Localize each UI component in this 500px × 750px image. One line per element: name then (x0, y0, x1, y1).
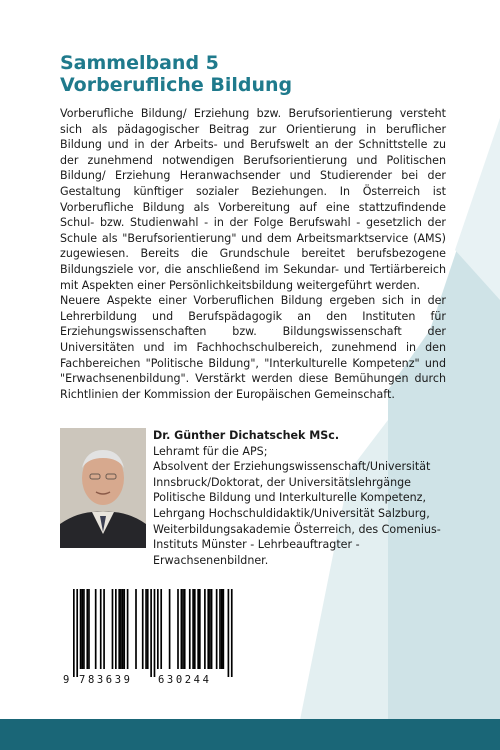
barcode-bar (216, 589, 218, 669)
barcode-bar (231, 589, 233, 677)
author-bio-line: Lehramt für die APS; (153, 444, 268, 458)
description (60, 106, 446, 402)
bottom-color-bar (0, 719, 500, 750)
barcode-bar (228, 589, 230, 677)
barcode-bar (177, 589, 179, 669)
barcode-bar (197, 589, 199, 669)
barcode-digits: 783639 (79, 674, 133, 686)
barcode-bar (145, 589, 147, 669)
barcode-bar (154, 589, 156, 677)
author-photo (60, 428, 146, 548)
barcode-bar (103, 589, 105, 669)
book-title-line-1: Sammelband 5 (60, 52, 219, 74)
barcode-bar (118, 589, 120, 669)
barcode-bar (83, 589, 85, 669)
barcode-bar (88, 589, 90, 669)
description-paragraph-1: Vorberufliche Bildung/ Erziehung bzw. Berufsorientierung versteht sich als pädagogischer Beitrag zur Orientierung in beruflicher Bildung und in der Arbeits- und Berufswelt an der Schnittstelle zu der zunehmend notwendigen Berufsorientierung und Politischen Bildung/ Erziehung Heranwachsender und Studierender bei der Gestaltung künftiger sozialer Beziehungen. In Österreich ist Vorberufliche Bildung als Vorbereitung auf eine stattzufindende Schul- bzw. Studienwahl - in der Folge Berufswahl - gesetzlich der Schule als "Berufsorientierung" und dem Arbeitsmarktservice (AMS) zugewiesen. Bereits die Grundschule bereitet berufsbezogene Bildungsziele vor, die anschließend im Sekundar- und Tertiärbereich mit Aspekten einer Persönlichkeitsbildung weitergeführt werden. (60, 107, 446, 292)
barcode-bar (73, 589, 75, 677)
barcode-bar (211, 589, 213, 669)
barcode-bar (122, 589, 124, 669)
barcode-bar (199, 589, 201, 669)
barcode-bar (135, 589, 137, 669)
barcode-bar (120, 589, 122, 669)
barcode-bar (100, 589, 102, 669)
barcode-bar (204, 589, 206, 669)
barcode-bar (219, 589, 221, 669)
barcode-bar (86, 589, 88, 669)
barcode-bar (221, 589, 223, 669)
barcode-bar (147, 589, 149, 669)
barcode-bar (169, 589, 171, 669)
barcode-bar (181, 589, 183, 669)
barcode-bar (123, 589, 125, 669)
barcode-bar (142, 589, 144, 669)
barcode-bar (209, 589, 211, 669)
barcode-bar (192, 589, 194, 669)
barcode-bar (160, 589, 162, 669)
book-title (60, 52, 446, 96)
barcode-bar (184, 589, 186, 669)
barcode-bar (76, 589, 78, 677)
barcode-bar (150, 589, 152, 677)
barcode-bar (223, 589, 225, 669)
main-content (60, 52, 446, 402)
barcode-digits: 630244 (158, 674, 212, 686)
barcode-bar (115, 589, 117, 669)
barcode-bar (194, 589, 196, 669)
barcode-bar (81, 589, 83, 669)
barcode-bar (189, 589, 191, 669)
barcode-bar (207, 589, 209, 669)
author-name: Dr. Günther Dichatschek MSc. (153, 429, 340, 442)
author-bio (153, 428, 453, 568)
barcode-bar (80, 589, 82, 669)
barcode-bar (112, 589, 114, 669)
barcode-bar (157, 589, 159, 669)
isbn-barcode (60, 583, 237, 691)
description-paragraph-2: Neuere Aspekte einer Vorberuflichen Bildung ergeben sich in der Lehrerbildung und Berufspädagogik an den Instituten für Erziehungswissenschaften bzw. Bildungswissenschaft der Universitäten und im Fachhochschulbereich, zunehmend in den Fachbereichen "Politische Bildung", "Interkulturelle Kompetenz" und "Erwachsenenbildung". Verstärkt werden diese Bemühungen durch Richtlinien der Kommission der Europäischen Gemeinschaft. (60, 294, 446, 401)
barcode-digits: 9 (63, 674, 72, 686)
barcode-bar (95, 589, 97, 669)
book-title-line-2: Vorberufliche Bildung (60, 74, 293, 96)
author-bio-line: Absolvent der Erziehungswissenschaft/Universität Innsbruck/Doktorat, der Universitätslehrgänge Politische Bildung und Interkulturelle Kompetenz, Lehrgang Hochschuldidaktik/Universität Salzburg, Weiterbildungsakademie Österreich, des Comenius-Instituts Münster - Lehrbeauftragter - Erwachsenenbildner. (153, 460, 441, 567)
barcode-bar (182, 589, 184, 669)
barcode-bar (127, 589, 129, 669)
